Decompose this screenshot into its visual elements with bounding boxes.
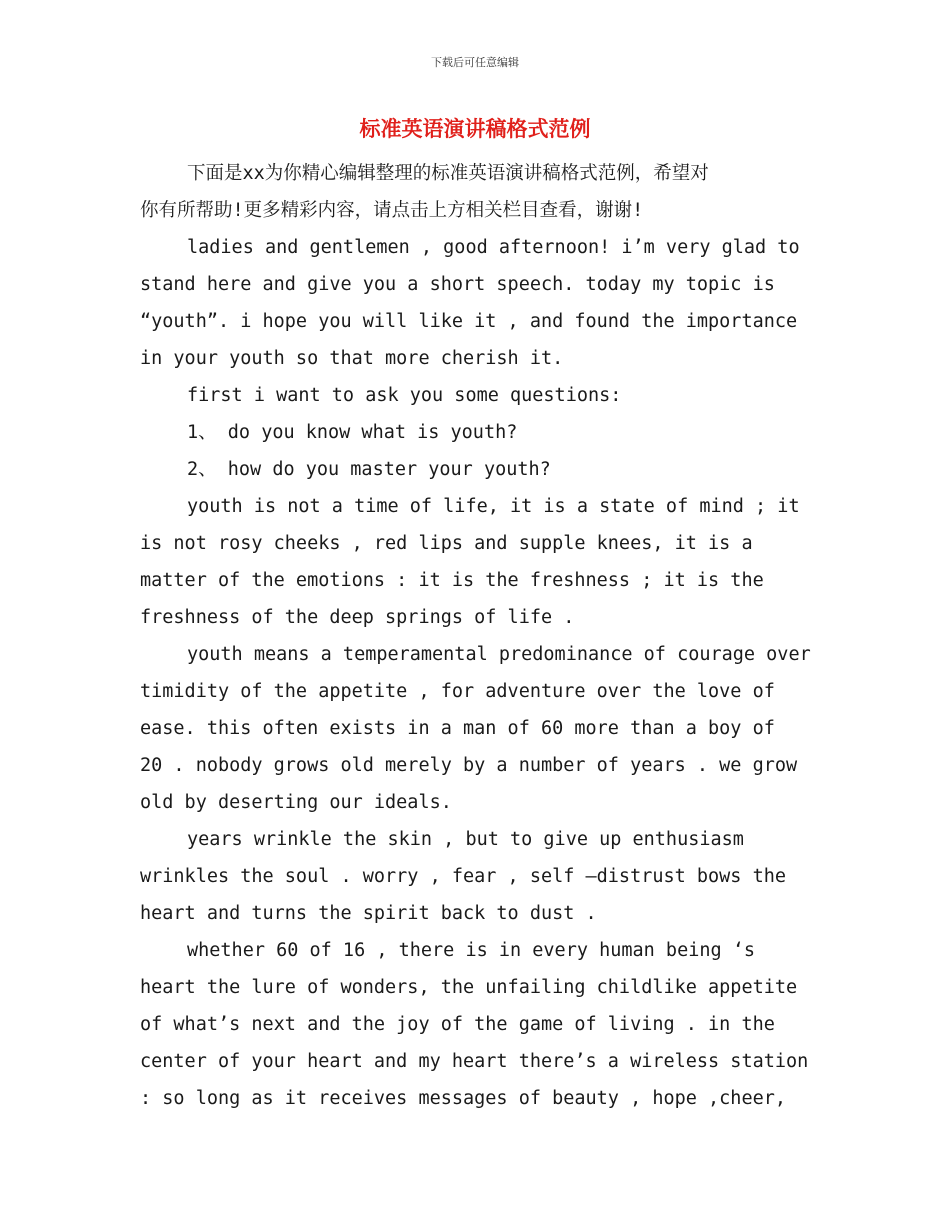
- document-body: [140, 155, 810, 1117]
- body-line: first i want to ask you some questions:: [187, 385, 622, 406]
- body-line: center of your heart and my heart there’s a wireless station: [140, 1051, 809, 1072]
- body-line: youth is not a time of life, it is a state of mind ; it: [187, 496, 800, 517]
- body-line: 下面是xx为你精心编辑整理的标准英语演讲稿格式范例，希望对: [187, 163, 709, 184]
- body-line: freshness of the deep springs of life .: [140, 607, 575, 628]
- body-line: ladies and gentlemen , good afternoon! i’m very glad to: [187, 237, 800, 258]
- page-header-note: 下载后可任意编辑: [431, 56, 519, 69]
- body-line: matter of the emotions : it is the freshness ; it is the: [140, 570, 764, 591]
- body-line: 20 . nobody grows old merely by a number of years . we grow: [140, 755, 798, 776]
- body-line: of what’s next and the joy of the game of living . in the: [140, 1014, 775, 1035]
- body-line: stand here and give you a short speech. today my topic is: [140, 274, 775, 295]
- body-line: youth means a temperamental predominance of courage over: [187, 644, 811, 665]
- body-line: timidity of the appetite , for adventure over the love of: [140, 681, 775, 702]
- body-line: wrinkles the soul . worry , fear , self –distrust bows the: [140, 866, 787, 887]
- body-line: old by deserting our ideals.: [140, 792, 452, 813]
- body-line: heart the lure of wonders, the unfailing childlike appetite: [140, 977, 798, 998]
- document-title: 标准英语演讲稿格式范例: [359, 116, 591, 141]
- body-line: in your youth so that more cherish it.: [140, 348, 564, 369]
- body-line: 1、 do you know what is youth?: [187, 422, 518, 443]
- body-line: is not rosy cheeks , red lips and supple knees, it is a: [140, 533, 753, 554]
- body-line: heart and turns the spirit back to dust .: [140, 903, 597, 924]
- body-line: years wrinkle the skin , but to give up enthusiasm: [187, 829, 744, 850]
- body-line: whether 60 of 16 , there is in every human being ‘s: [187, 940, 756, 961]
- body-line: “youth”. i hope you will like it , and found the importance: [140, 311, 798, 332]
- body-line: ease. this often exists in a man of 60 more than a boy of: [140, 718, 775, 739]
- body-line: : so long as it receives messages of beauty , hope ,cheer,: [140, 1088, 787, 1109]
- body-line: 2、 how do you master your youth?: [187, 459, 551, 480]
- body-line: 你有所帮助!更多精彩内容，请点击上方相关栏目查看，谢谢!: [140, 200, 644, 221]
